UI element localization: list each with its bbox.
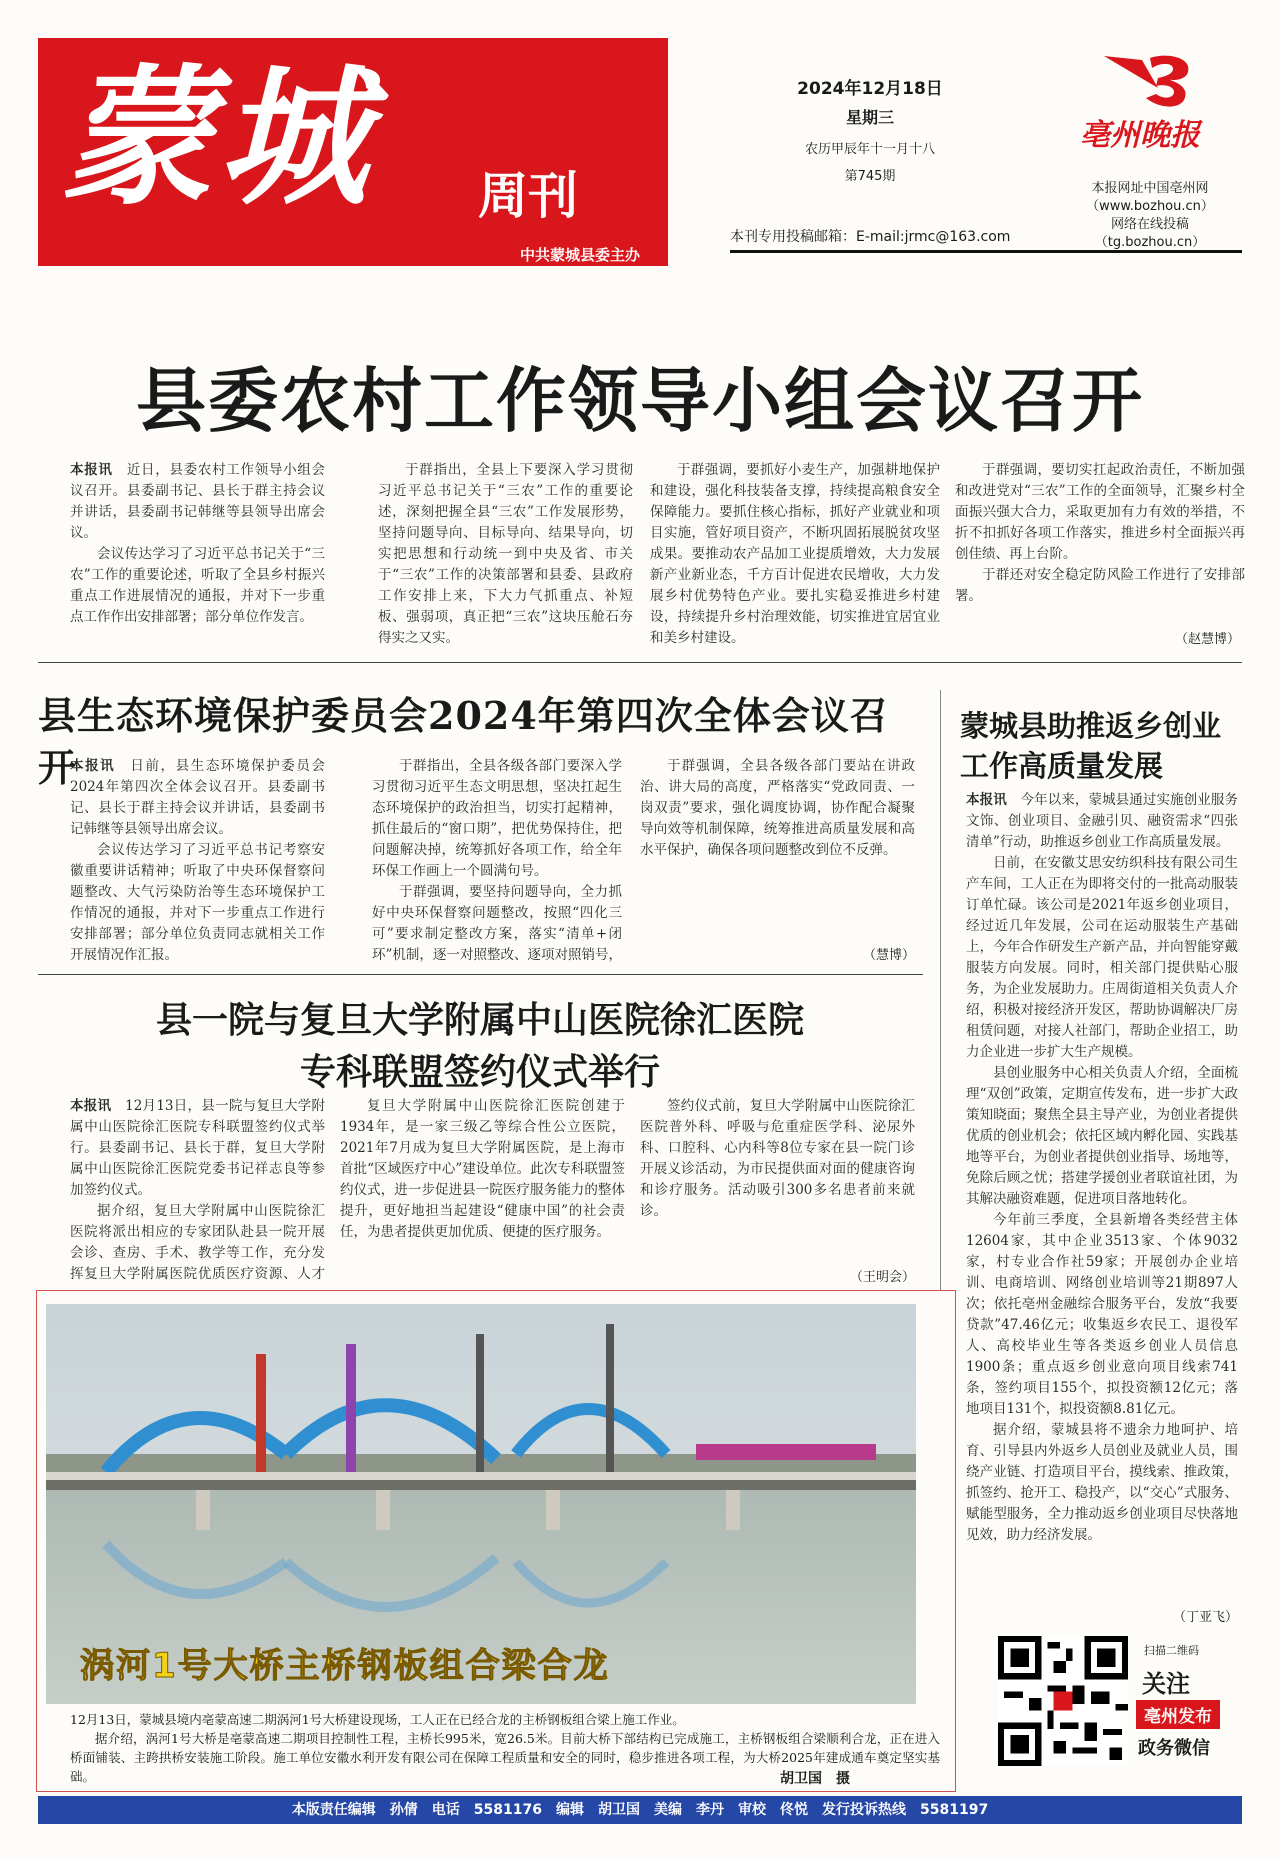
article1-column-3 xyxy=(650,460,940,650)
article4-p1: 今年以来，蒙城县通过实施创业服务文饰、创业项目、金融引贝、融资需求“四张清单”行动，助推返乡创业工作高质量发展。 xyxy=(966,792,1238,850)
article1-p4: 于群强调，要抓好小麦生产，加强耕地保护和建设，强化科技装备支撑，持续提高粮食安全保障能力。要抓住核心指标，抓好产业就业和项目实施，管好项目资产，不断巩固拓展脱贫攻坚成果。要推动农产品加工业提质增效，大力发展新产业新业态，千方百计促进农民增收，大力发展乡村优势特色产业。要扎实稳妥推进乡村建设，持续提升乡村治理效能，切实推进宜居宜业和美乡村建设。 xyxy=(650,462,940,646)
article2-column-2 xyxy=(372,756,622,966)
article3-p4: 签约仪式前，复旦大学附属中山医院徐汇医院普外科、呼吸与危重症医学科、泌尿外科、口腔科、心内科等8位专家在县一院门诊开展义诊活动，为市民提供面对面的健康咨询和诊疗服务。活动吸引300多名患者前来就诊。 xyxy=(640,1098,915,1219)
article3-column-3 xyxy=(640,1096,915,1264)
article4-p4: 今年前三季度，全县新增各类经营主体12604家，其中企业3513家、个体9032家，村专业合作社59家；开展创办企业培训、电商培训、网络创业培训等21期897人次；依托亳州金融综合服务平台，发放“我要贷款”47.46亿元；收集返乡农民工、退役军人、高校毕业生等各类返乡创业人员信息1900条；重点返乡创业意向项目线索741条，签约项目155个，拟投资额12亿元；落地项目131个，拟投资额8.81亿元。 xyxy=(966,1212,1238,1417)
photo-caption-1: 12月13日，蒙城县境内亳蒙高速二期涡河1号大桥建设现场，工人正在已经合龙的主桥钢板组合梁上施工作业。 xyxy=(70,1712,685,1727)
article4-p2: 日前，在安徽艾思安纺织科技有限公司生产车间，工人正在为即将交付的一批高动服装订单忙碌。该公司是2021年返乡创业项目，经过近几年发展，公司在运动服装生产基础上，今年合作研发生产新产品，并向智能穿戴服装方向发展。同时，相关部门提供贴心服务，为企业发展助力。庄周街道相关负责人介绍，积极对接经济开发区，帮助协调解决厂房租赁问题，对接人社部门，帮助企业招工，助力企业进一步扩大生产规模。 xyxy=(966,855,1238,1060)
article2-p2: 会议传达学习了习近平总书记考察安徽重要讲话精神；听取了中央环保督察问题整改、大气污染防治等生态环境保护工作情况的通报，并对下一步重点工作进行安排部署；部分单位负责同志就相关工作开展情况作汇报。 xyxy=(70,842,325,963)
article1-p5: 于群强调，要切实扛起政治责任，不断加强和改进党对“三农”工作的全面领导，汇聚乡村全面振兴强大合力，采取更加有力有效的举措，不折不扣抓好各项工作落实，推进乡村全面振兴再创佳绩、再上台阶。 xyxy=(955,462,1245,562)
qr-hint: 扫描二维码 xyxy=(1144,1644,1199,1657)
section-rule-1 xyxy=(38,662,1242,663)
site-info xyxy=(1070,180,1230,252)
article2-lead: 本报讯 xyxy=(70,758,116,774)
article2-column-1 xyxy=(70,756,325,966)
headline-entrepreneurship-line-1: 蒙城县助推返乡创业 xyxy=(960,709,1222,743)
footer-credits: 本版责任编辑 孙倩 电话 5581176 编辑 胡卫国 美编 李丹 审校 佟悦 发行投诉热线 5581197 xyxy=(38,1796,1242,1824)
headline-main: 县委农村工作领导小组会议召开 xyxy=(136,360,1144,442)
article1-lead: 本报讯 xyxy=(70,462,113,478)
qr-brand: 亳州发布 xyxy=(1136,1700,1220,1729)
article1-column-1 xyxy=(70,460,325,650)
brand-name: 亳州晚报 xyxy=(1080,118,1200,153)
article3-p1: 12月13日，县一院与复旦大学附属中山医院徐汇医院专科联盟签约仪式举行。县委副书记、县长于群，复旦大学附属中山医院徐汇医院党委书记祥志良等参加签约仪式。 xyxy=(70,1098,325,1198)
qr-follow: 关注 xyxy=(1142,1670,1190,1698)
site-line-2[interactable]: （www.bozhou.cn） xyxy=(1086,199,1214,214)
article3-column-2 xyxy=(340,1096,625,1286)
headline-entrepreneurship-line-2: 工作高质量发展 xyxy=(960,749,1164,783)
photo-caption-2: 据介绍，涡河1号大桥是亳蒙高速二期项目控制性工程，主桥长995米，宽26.5米。目前大桥下部结构已完成施工，主桥钢板组合梁顺利合龙，正在进入桥面铺装、主跨拱桥安装施工阶段。施工单位安徽水利开发有限公司在保障工程质量和安全的同时，稳步推进各项工程，为大桥2025年建成通车奠定坚实基础。 xyxy=(70,1731,940,1784)
article2-p5: 于群强调，全县各级各部门要站在讲政治、讲大局的高度，严格落实“党政同责、一岗双责”要求，强化调度协调，协作配合凝聚导向效等机制保障，统筹推进高质量发展和高水平保护，确保各项问题整改到位不反弹。 xyxy=(640,758,915,858)
article3-p2: 据介绍，复旦大学附属中山医院徐汇医院将派出相应的专家团队赴县一院开展会诊、查房、手术、教学等工作，充分发挥复旦大学附属医院优质医疗资源、人才 xyxy=(70,1203,325,1282)
date-block xyxy=(780,74,960,184)
article3-lead: 本报讯 xyxy=(70,1098,112,1114)
photo-credit: 胡卫国 摄 xyxy=(780,1771,850,1787)
article2-p3: 于群指出，全县各级各部门要深入学习贯彻习近平生态文明思想，坚决扛起生态环境保护的政治担当，切实打起精神，抓住最后的“窗口期”，把优势保持住，把问题解决掉，统筹抓好各项工作，给全年环保工作画上一个圆满句号。 xyxy=(372,758,622,879)
article4-lead: 本报讯 xyxy=(966,792,1007,808)
site-line-1: 本报网址中国亳州网 xyxy=(1091,181,1209,196)
article3-byline: （王明会） xyxy=(849,1270,915,1285)
qr-code-icon[interactable] xyxy=(998,1636,1128,1766)
site-line-4[interactable]: （tg.bozhou.cn） xyxy=(1094,235,1206,250)
article2-p1: 日前，县生态环境保护委员会2024年第四次全体会议召开。县委副书记、县长于群主持会议并讲话，县委副书记韩继等县领导出席会议。 xyxy=(70,758,325,837)
submission-email[interactable]: 本刊专用投稿邮箱：E-mail:jrmc@163.com xyxy=(730,229,1011,245)
article4-byline: （丁亚飞） xyxy=(1172,1610,1238,1625)
headline-entrepreneurship xyxy=(960,706,1250,786)
article4-p3: 县创业服务中心相关负责人介绍，全面梳理“双创”政策，定期宣传发布，进一步扩大政策知晓面；聚焦全县主导产业，为创业者提供优质的创业机会；依托区域内孵化园、实践基地等平台，为创业者提供创业指导、场地等，免除后顾之忧；搭建学援创业者联谊社团，为其解决融资难题，促进项目落地转化。 xyxy=(966,1065,1238,1207)
article2-column-3 xyxy=(640,756,915,942)
article1-p6: 于群还对安全稳定防风险工作进行了安排部署。 xyxy=(955,567,1245,604)
article2-p4: 于群强调，要坚持问题导向，全力抓好中央环保督察问题整改，按照“四化三可”要求制定整改方案，落实“清单+闭环”机制，逐一对照整改、逐项对照销号， xyxy=(372,884,622,963)
photo-title: 涡河1号大桥主桥钢板组合梁合龙 xyxy=(80,1646,610,1686)
lunar-date: 农历甲辰年十一月十八 xyxy=(804,142,935,157)
article4-column xyxy=(966,790,1238,1605)
article1-column-4 xyxy=(955,460,1245,626)
masthead-organizer: 中共蒙城县委主办 xyxy=(520,246,641,264)
article3-p3: 复旦大学附属中山医院徐汇医院创建于1934年，是一家三级乙等综合性公立医院，2021年7月成为复旦大学附属医院，是上海市首批“区域医疗中心”建设单位。此次专科联盟签约仪式，进一步促进县一院医疗服务能力的整体提升，更好地担当起建设“健康中国”的社会责任，为患者提供更加优质、便捷的医疗服务。 xyxy=(340,1098,625,1240)
headline-hospital xyxy=(40,994,920,1098)
section-rule-2 xyxy=(38,974,923,975)
masthead-title: 蒙城 xyxy=(62,50,375,226)
headline-ecology: 县生态环境保护委员会2024年第四次全体会议召开 xyxy=(38,693,889,790)
issue-weekday: 星期三 xyxy=(845,108,894,127)
newspaper-logo-icon xyxy=(1098,48,1196,112)
article4-p5: 据介绍，蒙城县将不遗余力地呵护、培育、引导县内外返乡人员创业及就业人员，围绕产业链、打造项目平台，摸线索、推政策，抓签约、抢开工、稳投产，以“交心”式服务、赋能型服务，全力推动返乡创业项目尽快落地见效，助力经济发展。 xyxy=(966,1422,1238,1543)
issue-date: 2024年12月18日 xyxy=(797,79,943,99)
headline-hospital-line-1: 县一院与复旦大学附属中山医院徐汇医院 xyxy=(155,999,804,1041)
article3-column-1 xyxy=(70,1096,325,1286)
headline-hospital-line-2: 专科联盟签约仪式举行 xyxy=(299,1051,660,1093)
article1-p3: 于群指出，全县上下要深入学习贯彻习近平总书记关于“三农”工作的重要论述，深刻把握全县“三农”工作发展形势，坚持问题导向、目标导向、结果导向，切实把思想和行动统一到中央及省、市关于“三农”工作的决策部署和县委、县政府工作安排上来，下大力气抓重点、补短板、强弱项，真正把“三农”这块压舱石夯得实之又实。 xyxy=(378,462,633,646)
article1-column-2 xyxy=(378,460,633,650)
article2-byline: （慧博） xyxy=(862,948,915,963)
qr-wechat: 政务微信 xyxy=(1138,1738,1210,1759)
site-line-3: 网络在线投稿 xyxy=(1110,217,1189,232)
masthead-subtitle: 周刊 xyxy=(478,166,578,225)
article1-p2: 会议传达学习了习近平总书记关于“三农”工作的重要论述，听取了全县乡村振兴重点工作进展情况的通报，并对下一步重点工作作出安排部署；部分单位作发言。 xyxy=(70,546,325,625)
article1-byline: （赵慧博） xyxy=(1174,632,1240,647)
issue-number: 第745期 xyxy=(844,169,896,184)
article1-p1: 近日，县委农村工作领导小组会议召开。县委副书记、县长于群主持会议并讲话，县委副书记韩继等县领导出席会议。 xyxy=(70,462,325,541)
